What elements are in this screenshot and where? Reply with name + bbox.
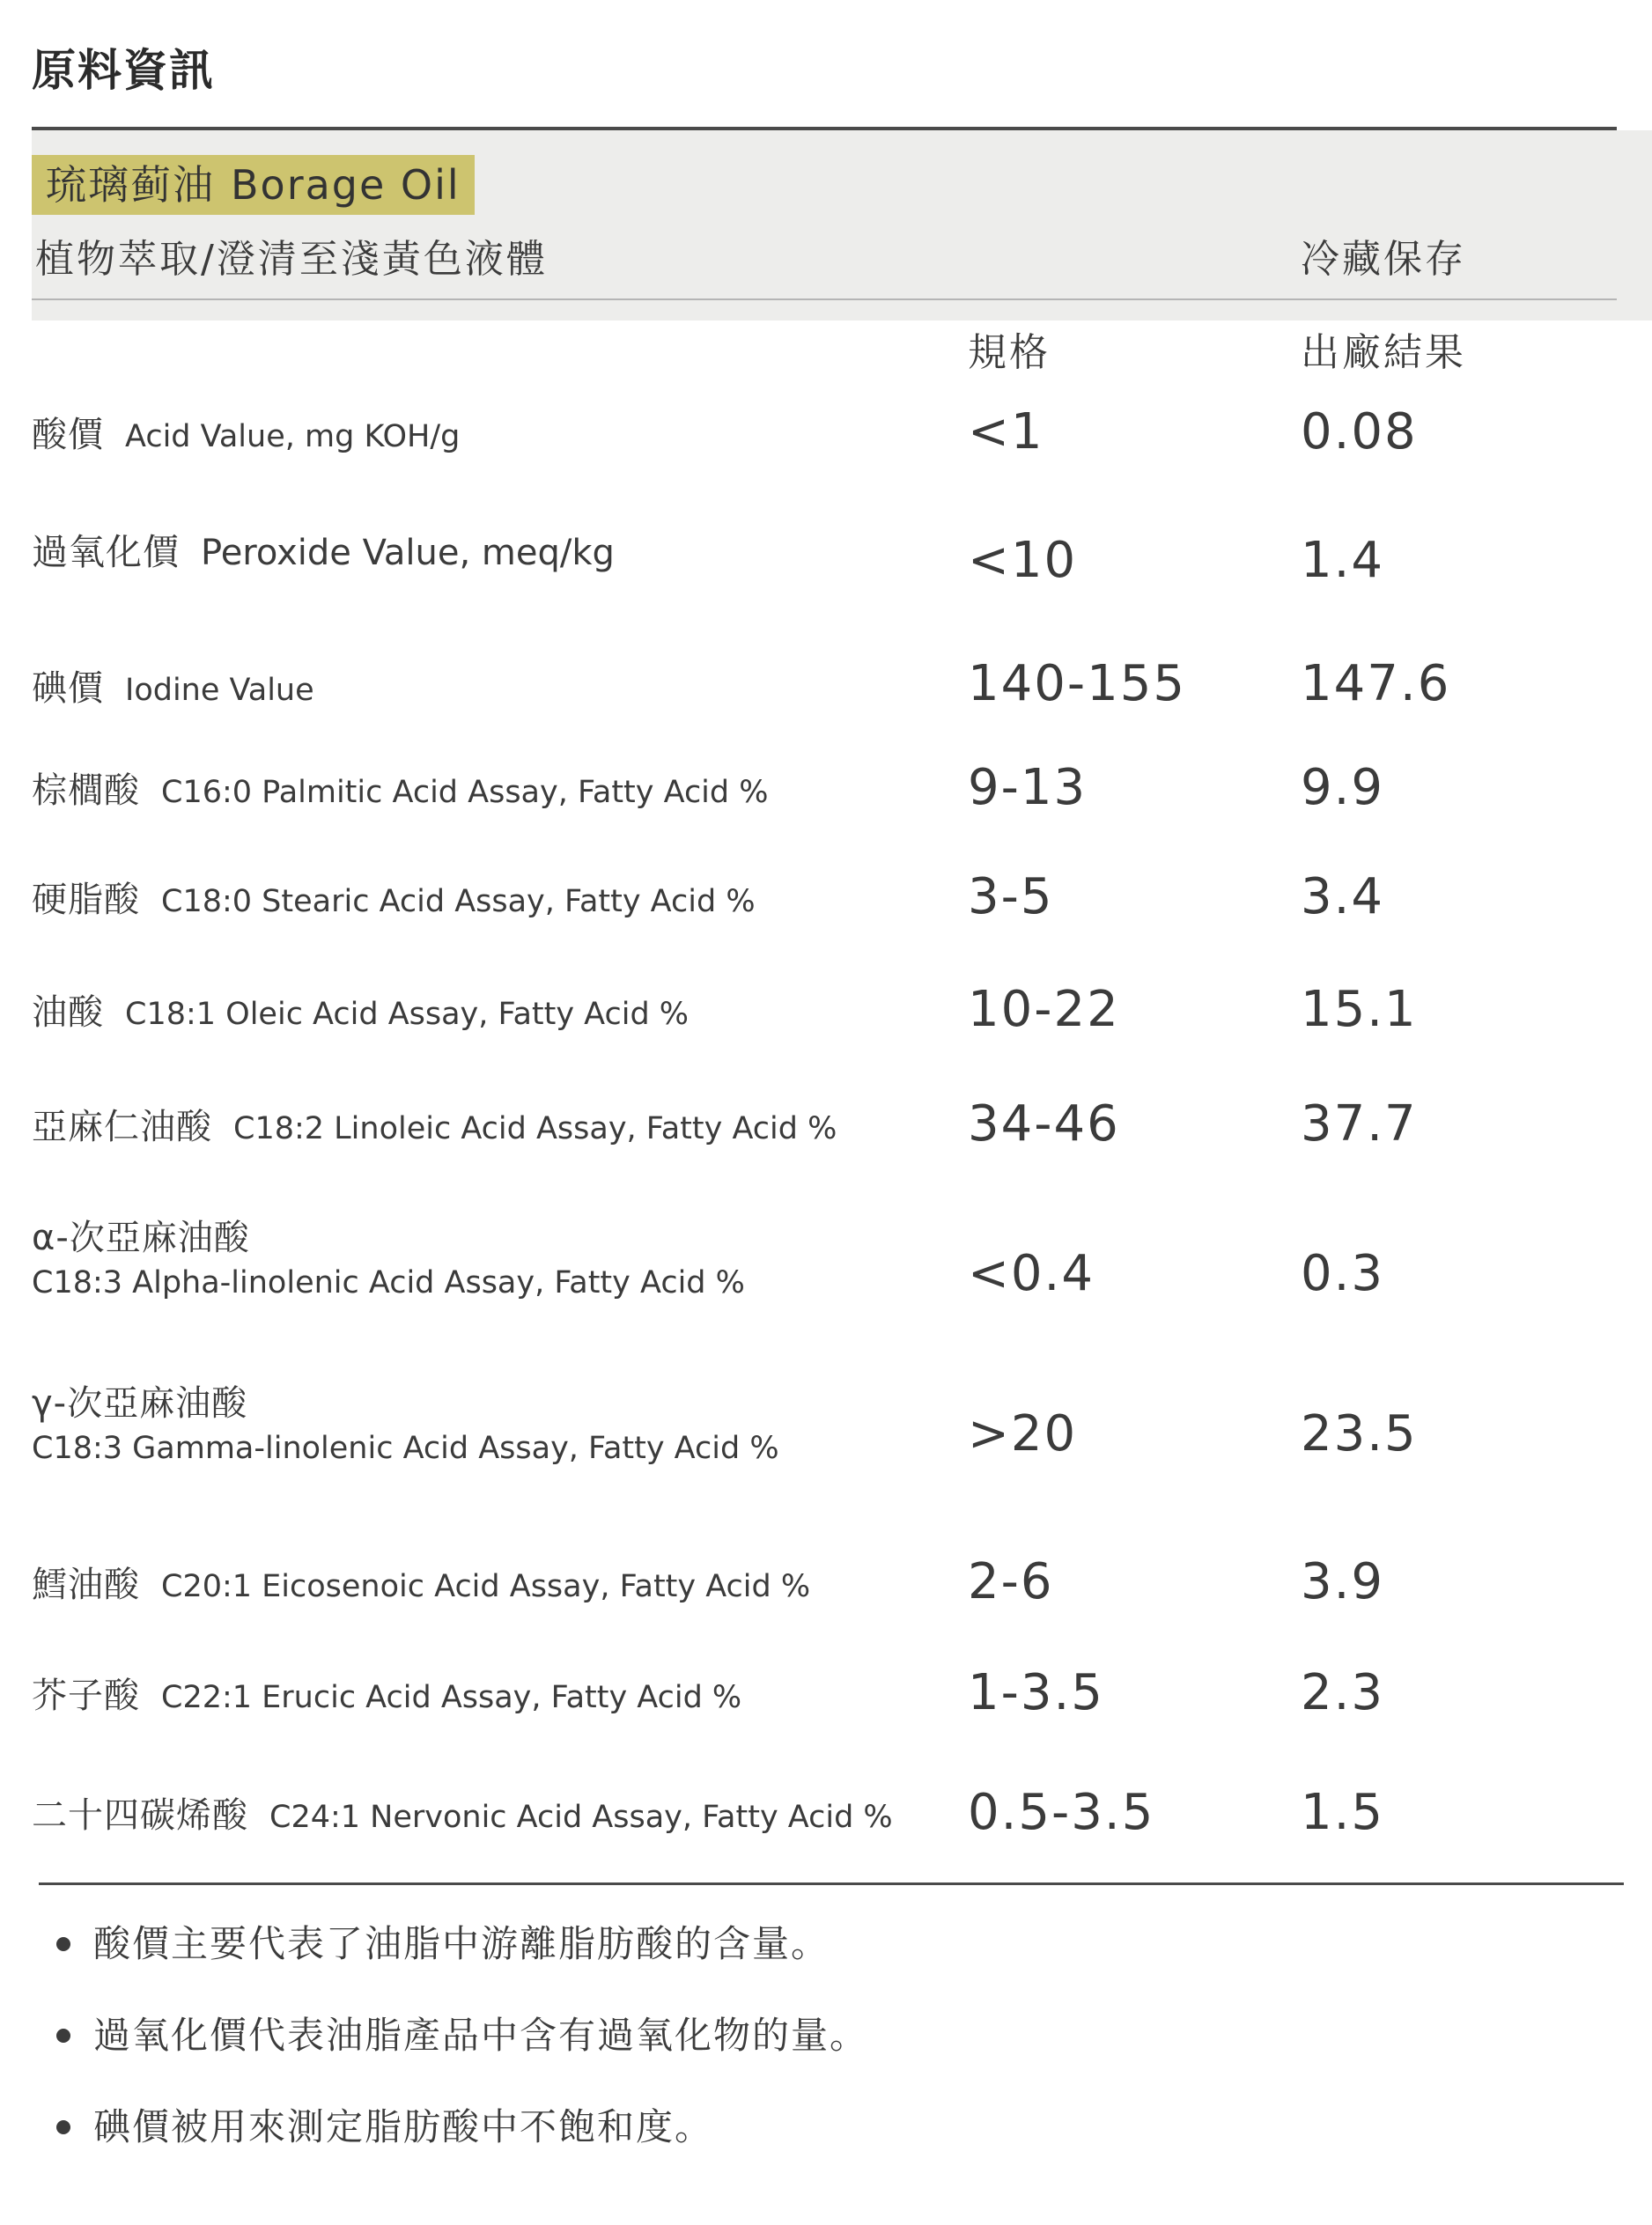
row-label-zh: 過氧化價 bbox=[32, 531, 180, 573]
row-label-en: Iodine Value bbox=[125, 673, 314, 708]
row-label-zh: 油酸 bbox=[32, 992, 104, 1033]
row-spec: 140-155 bbox=[968, 655, 1186, 712]
storage-condition: 冷藏保存 bbox=[1301, 237, 1466, 282]
row-label bbox=[32, 1099, 837, 1149]
row-label bbox=[32, 407, 460, 457]
row-result: 1.5 bbox=[1301, 1784, 1385, 1841]
bullet-icon bbox=[56, 1937, 70, 1951]
row-label bbox=[32, 1375, 779, 1466]
row-label bbox=[32, 763, 769, 813]
row-spec: <10 bbox=[968, 532, 1078, 589]
product-name-zh: 琉璃蓟油 bbox=[46, 161, 215, 209]
bullet-icon bbox=[56, 2120, 70, 2134]
row-spec: 3-5 bbox=[968, 868, 1054, 925]
column-header-spec: 規格 bbox=[968, 330, 1051, 375]
row-result: 15.1 bbox=[1301, 981, 1418, 1038]
note-text: 酸價主要代表了油脂中游離脂肪酸的含量。 bbox=[93, 1922, 830, 1965]
row-spec: 0.5-3.5 bbox=[968, 1784, 1155, 1841]
row-label-zh: 棕櫚酸 bbox=[32, 770, 140, 811]
row-result: 23.5 bbox=[1301, 1405, 1418, 1462]
row-result: 9.9 bbox=[1301, 759, 1385, 816]
note-item bbox=[53, 2011, 868, 2103]
row-result: 1.4 bbox=[1301, 532, 1385, 589]
row-label-zh: 酸價 bbox=[32, 415, 104, 455]
row-spec: 10-22 bbox=[968, 981, 1120, 1038]
row-label-en: C20:1 Eicosenoic Acid Assay, Fatty Acid % bbox=[161, 1569, 811, 1604]
row-result: 0.08 bbox=[1301, 403, 1418, 460]
footer-divider bbox=[39, 1882, 1624, 1885]
note-text: 過氧化價代表油脂產品中含有過氧化物的量。 bbox=[93, 2014, 869, 2057]
row-spec: 2-6 bbox=[968, 1553, 1054, 1610]
row-spec: 34-46 bbox=[968, 1095, 1120, 1153]
row-label-en: C24:1 Nervonic Acid Assay, Fatty Acid % bbox=[269, 1800, 893, 1835]
row-label bbox=[32, 984, 689, 1035]
row-label bbox=[32, 1557, 810, 1607]
header-divider bbox=[32, 298, 1617, 300]
row-label-zh: 碘價 bbox=[32, 668, 104, 709]
row-label-en: C22:1 Erucic Acid Assay, Fatty Acid % bbox=[161, 1680, 742, 1715]
row-label-en: C18:1 Oleic Acid Assay, Fatty Acid % bbox=[125, 997, 690, 1032]
row-label-en: C18:3 Alpha-linolenic Acid Assay, Fatty Acid % bbox=[32, 1265, 745, 1300]
note-text: 碘價被用來測定脂肪酸中不飽和度。 bbox=[93, 2105, 714, 2148]
note-item bbox=[53, 1919, 868, 2011]
row-spec: <0.4 bbox=[968, 1245, 1095, 1302]
row-label-zh: 芥子酸 bbox=[32, 1676, 140, 1716]
product-name-badge bbox=[32, 155, 475, 215]
row-label-en: C18:3 Gamma-linolenic Acid Assay, Fatty Acid % bbox=[32, 1431, 779, 1466]
row-label-zh: 二十四碳烯酸 bbox=[32, 1795, 248, 1836]
row-label-zh: α-次亞麻油酸 bbox=[32, 1218, 250, 1258]
row-spec: <1 bbox=[968, 403, 1044, 460]
row-label bbox=[32, 660, 314, 711]
row-spec: 9-13 bbox=[968, 759, 1088, 816]
product-description: 植物萃取/澄清至淺黃色液體 bbox=[35, 237, 548, 282]
row-result: 2.3 bbox=[1301, 1664, 1385, 1721]
row-label-zh: 硬脂酸 bbox=[32, 880, 140, 920]
row-label bbox=[32, 1210, 745, 1300]
row-label-en: C16:0 Palmitic Acid Assay, Fatty Acid % bbox=[161, 775, 769, 810]
row-spec: >20 bbox=[968, 1405, 1078, 1462]
row-label-en: Peroxide Value, meq/kg bbox=[201, 533, 615, 573]
row-label bbox=[32, 1668, 741, 1718]
row-label-zh: γ-次亞麻油酸 bbox=[32, 1383, 248, 1424]
row-result: 0.3 bbox=[1301, 1245, 1385, 1302]
bullet-icon bbox=[56, 2029, 70, 2043]
row-label bbox=[32, 1787, 893, 1838]
row-result: 147.6 bbox=[1301, 655, 1451, 712]
product-name-en: Borage Oil bbox=[231, 161, 461, 209]
row-label-zh: 亞麻仁油酸 bbox=[32, 1107, 212, 1147]
row-label bbox=[32, 872, 756, 922]
row-label-en: Acid Value, mg KOH/g bbox=[125, 419, 461, 454]
row-result: 3.9 bbox=[1301, 1553, 1385, 1610]
row-label bbox=[32, 523, 615, 575]
row-result: 37.7 bbox=[1301, 1095, 1418, 1153]
note-item bbox=[53, 2103, 868, 2194]
row-label-en: C18:2 Linoleic Acid Assay, Fatty Acid % bbox=[233, 1111, 837, 1146]
row-spec: 1-3.5 bbox=[968, 1664, 1104, 1721]
column-header-result: 出廠結果 bbox=[1301, 330, 1466, 375]
row-result: 3.4 bbox=[1301, 868, 1385, 925]
notes-list bbox=[53, 1919, 868, 2194]
row-label-zh: 鱈油酸 bbox=[32, 1565, 140, 1605]
row-label-en: C18:0 Stearic Acid Assay, Fatty Acid % bbox=[161, 884, 756, 919]
page-title: 原料資訊 bbox=[32, 45, 215, 96]
